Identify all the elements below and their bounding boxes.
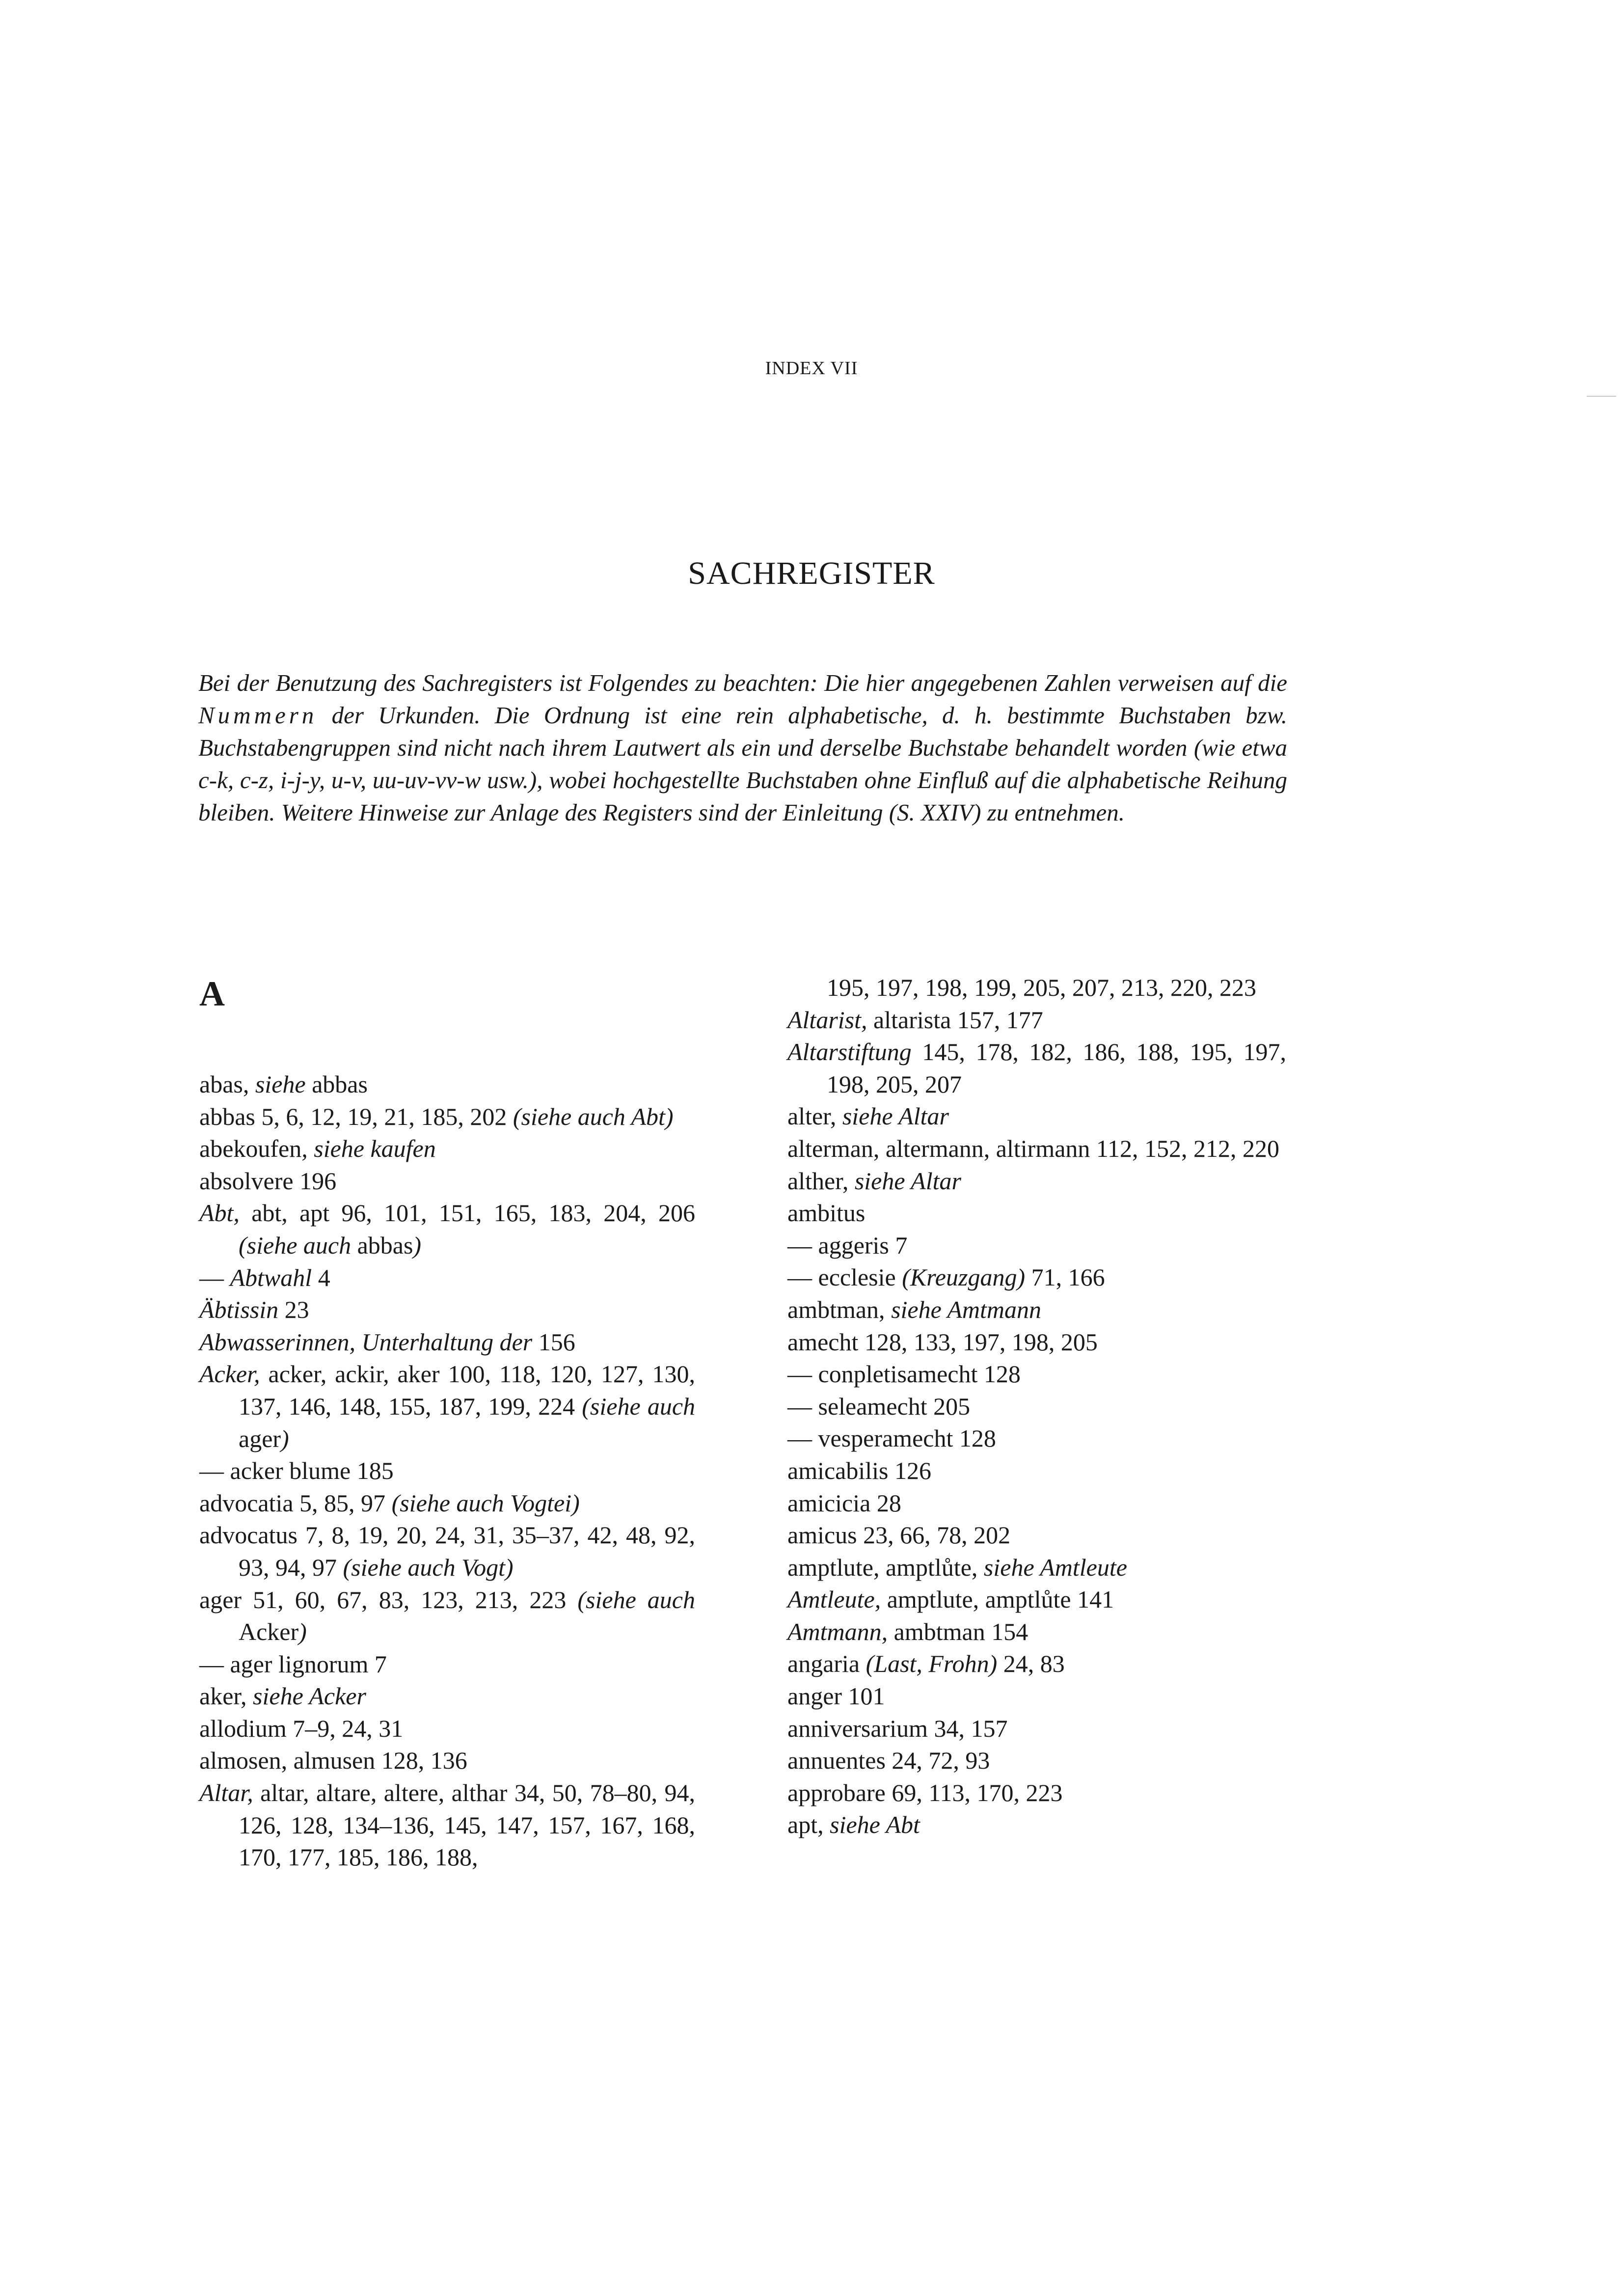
entry-text: — seleamecht 205 — [787, 1392, 971, 1420]
index-entry-amecht — [787, 1326, 1286, 1359]
entry-text: 156 — [532, 1328, 575, 1356]
entry-text: alter, — [787, 1102, 842, 1130]
index-subentry-vesperamecht — [787, 1422, 1286, 1455]
entry-text: 71, 166 — [1025, 1263, 1105, 1291]
entry-text: anniversarium 34, 157 — [787, 1714, 1008, 1742]
entry-text: Acker — [239, 1618, 299, 1646]
index-entry-altarist — [787, 1004, 1286, 1037]
index-entry-altar-continued — [787, 972, 1286, 1004]
index-subentry-ecclesie — [787, 1261, 1286, 1294]
entry-text: aker, — [199, 1682, 253, 1710]
entry-text: siehe Acker — [253, 1682, 366, 1710]
entry-text: Abwasserinnen, Unterhaltung der — [199, 1328, 533, 1356]
entry-text: angaria — [787, 1650, 866, 1678]
entry-text: — ager lignorum 7 — [199, 1650, 387, 1678]
entry-text: (siehe auch Vogt) — [343, 1553, 514, 1581]
entry-text: — conpletisamecht 128 — [787, 1360, 1021, 1388]
entry-text: Äbtissin — [199, 1296, 279, 1324]
index-subentry-ager-lignorum — [199, 1648, 695, 1681]
entry-text: 24, 83 — [997, 1650, 1065, 1678]
entry-text: abt, apt 96, 101, 151, 165, 183, 204, 206 — [239, 1199, 695, 1227]
index-entry-angaria — [787, 1648, 1286, 1680]
entry-text: siehe Amtleute — [983, 1553, 1127, 1581]
entry-text: Acker, — [199, 1360, 260, 1388]
index-column-left — [199, 972, 695, 1874]
entry-text: siehe Abt — [830, 1811, 920, 1839]
intro-text-2: der Urkunden. Die Ordnung ist eine rein alphabetische, d. h. bestimmte Buchstaben bzw. Buchstabengruppen sind nicht nach ihrem Lautwert als ein und derselbe Buchstabe behandelt worden (wie etwa c-k, c-z, i-j-y, u-v, uu-uv-vv-w usw.), wobei hochgestellte Buchstaben ohne Einfluß auf die alphabetische Reihung bleiben. Weitere Hinweise zur Anlage des Registers sind der Einleitung (S. XXIV) zu entnehmen. — [198, 702, 1287, 826]
entry-text: siehe — [255, 1070, 306, 1098]
entry-text: , siehe kaufen — [301, 1135, 436, 1163]
index-entry-almosen — [199, 1745, 695, 1777]
page-title: SACHREGISTER — [688, 555, 935, 591]
entry-text: altar, altare, altere, althar 34, 50, 78–80, 94, 126, 128, 134–136, 145, 147, 157, 167, 168, 170, 177, 185, 186, 188, — [239, 1779, 695, 1871]
intro-text-spaced: Nummern — [198, 702, 318, 729]
entry-text: (Kreuzgang) — [902, 1263, 1026, 1291]
index-entry-amptlute — [787, 1552, 1286, 1584]
entry-text: anger 101 — [787, 1682, 885, 1710]
entry-text: amptlute, amptlůte 141 — [881, 1585, 1114, 1613]
index-entry-amicicia — [787, 1487, 1286, 1520]
entry-text: Amtmann, — [787, 1617, 888, 1645]
index-entry-absolvere — [199, 1165, 695, 1198]
entry-text: ambtman 154 — [888, 1617, 1028, 1645]
entry-text: abas, — [199, 1070, 255, 1098]
entry-text: Altar, — [199, 1779, 253, 1807]
index-entry-abas — [199, 1068, 695, 1101]
entry-text: annuentes 24, 72, 93 — [787, 1747, 990, 1775]
entry-text: alther, — [787, 1167, 855, 1195]
entry-text: Amtleute, — [787, 1585, 881, 1613]
intro-paragraph — [198, 667, 1287, 829]
entry-text: ambitus — [787, 1199, 866, 1227]
entry-text: 23 — [278, 1296, 309, 1324]
entry-text: abekoufen — [199, 1135, 302, 1163]
entry-text: — vesperamecht 128 — [787, 1424, 996, 1452]
entry-text: amptlute, amptlůte, — [787, 1553, 984, 1581]
entry-text: 145, 178, 182, 186, 188, 195, 197, 198, 205, 207 — [827, 1038, 1286, 1098]
index-entry-anger — [787, 1680, 1286, 1713]
entry-text: advocatia 5, 85, 97 — [199, 1489, 392, 1517]
index-entry-ambtman — [787, 1294, 1286, 1326]
index-entry-altarstiftung — [787, 1036, 1286, 1100]
index-entry-ager — [199, 1584, 695, 1648]
entry-text: approbare 69, 113, 170, 223 — [787, 1778, 1063, 1806]
index-subentry-abtwahl — [199, 1262, 695, 1294]
index-subentry-acker-blume — [199, 1455, 695, 1487]
entry-text: Abtwahl — [230, 1263, 312, 1291]
entry-text: — aggeris 7 — [787, 1231, 908, 1259]
entry-text: amicus 23, 66, 78, 202 — [787, 1521, 1011, 1549]
index-subentry-conpletisamecht — [787, 1358, 1286, 1391]
entry-text: amicicia 28 — [787, 1489, 901, 1517]
entry-text: advocatus 7, 8, 19, 20, 24, 31, 35–37, 42, 48, 92, 93, 94, 97 — [199, 1521, 695, 1581]
entry-text: ager 51, 60, 67, 83, 123, 213, 223 — [199, 1585, 578, 1613]
entry-text: (Last, Frohn) — [866, 1650, 998, 1678]
entry-text: acker, ackir, aker 100, 118, 120, 127, 130, 137, 146, 148, 155, 187, 199, 224 — [239, 1360, 695, 1420]
index-subentry-seleamecht — [787, 1391, 1286, 1423]
index-subentry-aggeris — [787, 1230, 1286, 1262]
index-entry-abbas — [199, 1101, 695, 1133]
index-entry-abekoufen — [199, 1133, 695, 1165]
entry-text: (siehe auch Abt) — [513, 1102, 674, 1130]
entry-text: Altarist, — [787, 1006, 867, 1034]
entry-text: ambtman, — [787, 1295, 892, 1323]
entry-text: altarista 157, 177 — [867, 1006, 1043, 1034]
index-entry-abt — [199, 1197, 695, 1261]
entry-text: abbas 5, 6, 12, 19, 21, 185, 202 — [199, 1102, 513, 1130]
entry-text: absolvere 196 — [199, 1167, 337, 1195]
index-entry-advocatia — [199, 1487, 695, 1520]
entry-text: Altarstiftung — [787, 1038, 912, 1066]
index-entry-amicabilis — [787, 1455, 1286, 1487]
section-letter: A — [199, 974, 225, 1013]
index-entry-alter — [787, 1100, 1286, 1133]
entry-text: ) — [281, 1424, 289, 1452]
index-entry-ambitus — [787, 1197, 1286, 1230]
index-entry-amtleute — [787, 1584, 1286, 1616]
running-head: INDEX VII — [765, 358, 858, 379]
entry-text: siehe Altar — [842, 1102, 949, 1130]
entry-text: allodium 7–9, 24, 31 — [199, 1714, 404, 1742]
index-entry-apt — [787, 1809, 1286, 1841]
entry-text: — acker blume 185 — [199, 1457, 394, 1485]
intro-text-1: Bei der Benutzung des Sachregisters ist Folgendes zu beachten: Die hier angegebenen Zahlen verweisen auf die — [198, 669, 1287, 696]
index-entry-alther — [787, 1165, 1286, 1198]
entry-text: ) — [413, 1231, 422, 1259]
entry-text: siehe Altar — [854, 1167, 961, 1195]
index-entry-aebtissin — [199, 1294, 695, 1326]
entry-text: siehe Amtmann — [891, 1295, 1042, 1323]
entry-text: 195, 197, 198, 199, 205, 207, 213, 220, 223 — [827, 974, 1256, 1001]
entry-text: (siehe auch Vogtei) — [391, 1489, 580, 1517]
entry-text: ager — [239, 1424, 281, 1452]
index-entry-altar — [199, 1777, 695, 1874]
index-entry-anniversarium — [787, 1713, 1286, 1745]
entry-text: abbas — [351, 1231, 413, 1259]
entry-text: apt, — [787, 1811, 830, 1839]
entry-text: amicabilis 126 — [787, 1456, 931, 1484]
index-entry-annuentes — [787, 1745, 1286, 1777]
entry-text: (siehe auch — [577, 1585, 695, 1613]
entry-text: (siehe auch — [582, 1392, 696, 1420]
entry-text: (siehe auch — [239, 1231, 352, 1259]
index-entry-advocatus — [199, 1519, 695, 1584]
entry-text: 4 — [312, 1263, 330, 1291]
entry-text: ) — [298, 1618, 307, 1646]
index-entry-acker — [199, 1358, 695, 1455]
entry-text: amecht 128, 133, 197, 198, 205 — [787, 1328, 1098, 1356]
index-entry-approbare — [787, 1777, 1286, 1809]
edge-mark — [1587, 396, 1616, 397]
index-entry-amtmann — [787, 1616, 1286, 1648]
entry-text: — ecclesie — [787, 1263, 902, 1291]
entry-text: — — [199, 1263, 230, 1291]
entry-text: alterman, altermann, altirmann 112, 152, 212, 220 — [787, 1134, 1280, 1162]
index-entry-aker — [199, 1680, 695, 1713]
index-entry-amicus — [787, 1519, 1286, 1552]
entry-text: abbas — [305, 1070, 368, 1098]
index-entry-allodium — [199, 1713, 695, 1745]
index-entry-abwasserinnen — [199, 1326, 695, 1359]
entry-text: almosen, almusen 128, 136 — [199, 1747, 467, 1775]
index-entry-alterman — [787, 1133, 1286, 1165]
index-column-right — [787, 972, 1286, 1841]
entry-text: Abt, — [199, 1199, 240, 1227]
